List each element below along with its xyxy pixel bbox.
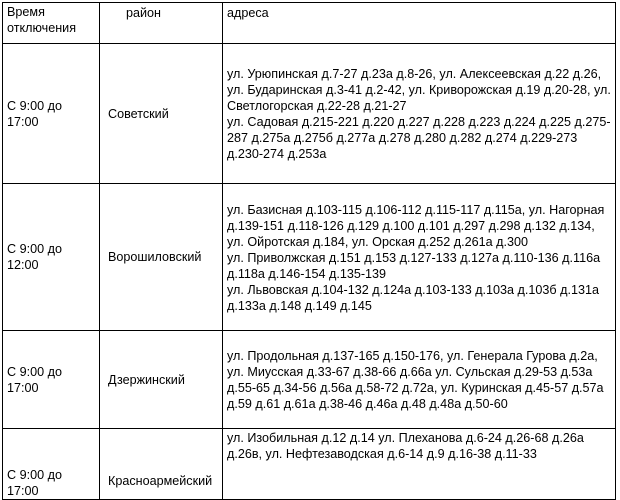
addresses-cell bbox=[223, 429, 616, 500]
time-end: 17:00 bbox=[7, 484, 39, 498]
time-cell bbox=[3, 331, 100, 429]
time-end: 17:00 bbox=[7, 114, 39, 129]
address-group: ул. Продольная д.137-165 д.150-176, ул. Генерала Гурова д.2а, ул. Миусская д.33-67 д.38-66 д.66а ул. Сульская д.29-53 д.53а д.55-65 д.34-56 д.56а д.58-72 д.72а, ул. Куринская д.45-57 д.57а д.59 д.61 д.61а д.38-46 д.46а д.48 д.48а д.50-60 bbox=[227, 349, 604, 411]
header-district: район bbox=[100, 3, 223, 44]
time-cell bbox=[3, 44, 100, 184]
addresses-cell bbox=[223, 331, 616, 429]
table-row bbox=[3, 331, 616, 429]
address-group: ул. Урюпинская д.7-27 д.23а д.8-26, ул. Алексеевская д.22 д.26, ул. Бударинская д.3-41 д.2-42, ул. Криворожская д.19 д.20-28, ул. Светлогорская д.22-28 д.21-27 bbox=[227, 67, 611, 113]
time-start: С 9:00 до bbox=[7, 468, 62, 482]
time-cell bbox=[3, 429, 100, 500]
address-group: ул. Изобильная д.12 д.14 ул. Плеханова д.6-24 д.26-68 д.26а д.26в, ул. Нефтезаводская д.6-14 д.9 д.16-38 д.11-33 bbox=[227, 431, 584, 461]
address-group: ул. Приволжская д.151 д.153 д.127-133 д.127а д.110-136 д.116а д.118а д.146-154 д.135-139 bbox=[227, 250, 601, 281]
district-cell: Красноармейский bbox=[100, 429, 223, 500]
addresses-cell bbox=[223, 44, 616, 184]
address-group: ул. Базисная д.103-115 д.106-112 д.115-117 д.115а, ул. Нагорная д.139-151 д.118-126 д.129 д.100 д.101 д.297 д.298 д.132 д.134, ул. Ойротская д.184, ул. Орская д.252 д.261а д.300 bbox=[227, 202, 605, 249]
district-cell: Советский bbox=[100, 44, 223, 184]
addresses-cell bbox=[223, 184, 616, 331]
district-cell: Ворошиловский bbox=[100, 184, 223, 331]
district-cell: Дзержинский bbox=[100, 331, 223, 429]
time-start: С 9:00 до bbox=[7, 242, 62, 256]
header-time: Время отключения bbox=[3, 3, 100, 44]
time-end: 12:00 bbox=[7, 258, 39, 272]
table-row bbox=[3, 44, 616, 184]
table-row bbox=[3, 184, 616, 331]
outage-schedule-table bbox=[2, 2, 616, 500]
time-start: С 9:00 до bbox=[7, 98, 62, 113]
time-end: 17:00 bbox=[7, 380, 39, 395]
table-row bbox=[3, 429, 616, 500]
time-cell bbox=[3, 184, 100, 331]
header-row bbox=[3, 3, 616, 44]
header-addresses: адреса bbox=[223, 3, 616, 44]
address-group: ул. Львовская д.104-132 д.124а д.103-133 д.103а д.103б д.131а д.133а д.148 д.149 д.145 bbox=[227, 282, 599, 313]
time-start: С 9:00 до bbox=[7, 364, 62, 379]
address-group: ул. Садовая д.215-221 д.220 д.227 д.228 д.223 д.224 д.225 д.275-287 д.275а д.275б д.277а д.278 д.280 д.282 д.274 д.229-273 д.230-274 д.253а bbox=[227, 115, 611, 161]
